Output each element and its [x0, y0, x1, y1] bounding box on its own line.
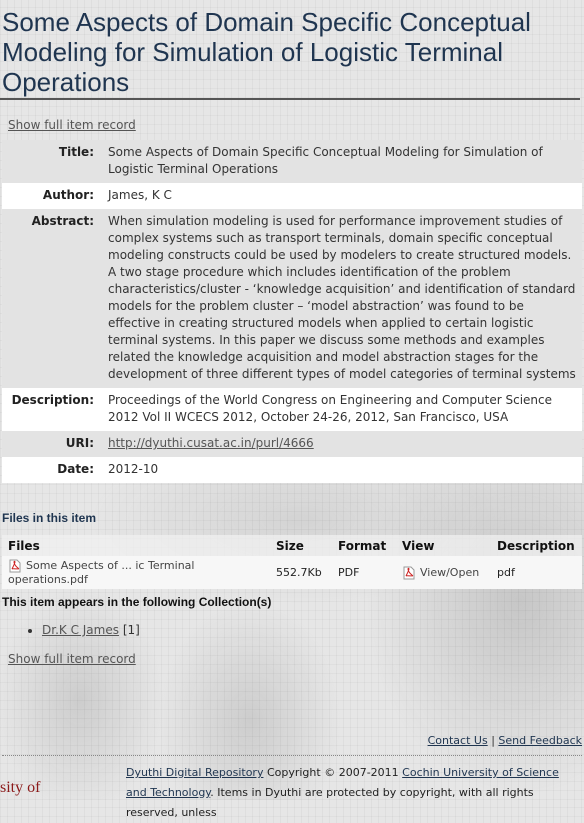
files-heading: Files in this item — [2, 511, 97, 525]
uri-cell — [100, 431, 582, 457]
collections-list — [24, 621, 140, 639]
view-open-link[interactable]: View/Open — [420, 565, 480, 579]
uri-link[interactable]: http://dyuthi.cusat.ac.in/purl/4666 — [108, 436, 314, 450]
files-header-row — [2, 535, 582, 556]
file-name-cell — [2, 556, 270, 589]
date-value: 2012-10 — [100, 457, 582, 483]
contact-us-link[interactable]: Contact Us — [427, 734, 488, 747]
files-table — [2, 535, 582, 589]
description-label: Description: — [2, 388, 100, 431]
university-logo-text: sity of — [0, 779, 41, 796]
description-col-header: Description — [491, 535, 582, 556]
title-label: Title: — [2, 140, 100, 183]
view-col-header: View — [396, 535, 491, 556]
pdf-icon — [8, 559, 22, 573]
file-description: pdf — [491, 556, 582, 589]
date-label: Date: — [2, 457, 100, 483]
list-item — [42, 621, 140, 639]
author-label: Author: — [2, 183, 100, 209]
file-view-cell — [396, 556, 491, 589]
rights-text: . Items in Dyuthi are protected by copyright, with all rights reserved, unless — [126, 786, 534, 819]
collections-heading: This item appears in the following Collection(s) — [2, 595, 272, 609]
page-title: Some Aspects of Domain Specific Conceptual Modeling for Simulation of Logistic Terminal Operations — [0, 0, 580, 100]
collection-link[interactable]: Dr.K C James — [42, 623, 119, 637]
metadata-row-author — [2, 183, 582, 209]
show-full-record-link[interactable]: Show full item record — [8, 118, 136, 132]
abstract-label: Abstract: — [2, 209, 100, 388]
university-link[interactable]: Cochin University of Science and Technology — [126, 766, 559, 799]
metadata-row-uri — [2, 431, 582, 457]
file-name-link[interactable]: Some Aspects of ... ic Terminal operations.pdf — [8, 559, 195, 586]
file-row — [2, 556, 582, 589]
collection-count: [1] — [122, 623, 140, 637]
footer-separator: | — [491, 734, 495, 747]
uri-label: URI: — [2, 431, 100, 457]
repository-link[interactable]: Dyuthi Digital Repository — [126, 766, 264, 779]
metadata-row-abstract — [2, 209, 582, 388]
author-value: James, K C — [100, 183, 582, 209]
description-value: Proceedings of the World Congress on Engineering and Computer Science 2012 Vol II WCECS 2012, October 24-26, 2012, San Francisco, USA — [100, 388, 582, 431]
metadata-row-date — [2, 457, 582, 483]
send-feedback-link[interactable]: Send Feedback — [498, 734, 582, 747]
abstract-value: When simulation modeling is used for performance improvement studies of complex systems such as transport terminals, domain specific conceptual modeling constructs could be used by modelers to create structured models. A two stage procedure which includes identification of the problem characteristics/cluster - ‘knowledge acquisition’ and identification of standard models for the problem cluster – ‘model abstraction’ was found to be effective in creating structured models when applied to certain logistic terminal systems. In this paper we discuss some methods and examples related the knowledge acquisition and model abstraction stages for the development of three different types of model categories of terminal systems — [100, 209, 582, 388]
size-col-header: Size — [270, 535, 332, 556]
footer-links — [428, 734, 582, 747]
copyright-text: Copyright © 2007-2011 — [266, 766, 399, 779]
metadata-table — [2, 140, 582, 483]
file-size: 552.7Kb — [270, 556, 332, 589]
files-col-header: Files — [2, 535, 270, 556]
pdf-icon — [402, 566, 416, 580]
metadata-row-description — [2, 388, 582, 431]
format-col-header: Format — [332, 535, 396, 556]
metadata-row-title — [2, 140, 582, 183]
file-format: PDF — [332, 556, 396, 589]
footer-divider — [2, 755, 582, 756]
title-value: Some Aspects of Domain Specific Conceptual Modeling for Simulation of Logistic Terminal Operations — [100, 140, 582, 183]
footer-text — [126, 763, 566, 823]
show-full-record-link-bottom[interactable]: Show full item record — [8, 652, 136, 666]
